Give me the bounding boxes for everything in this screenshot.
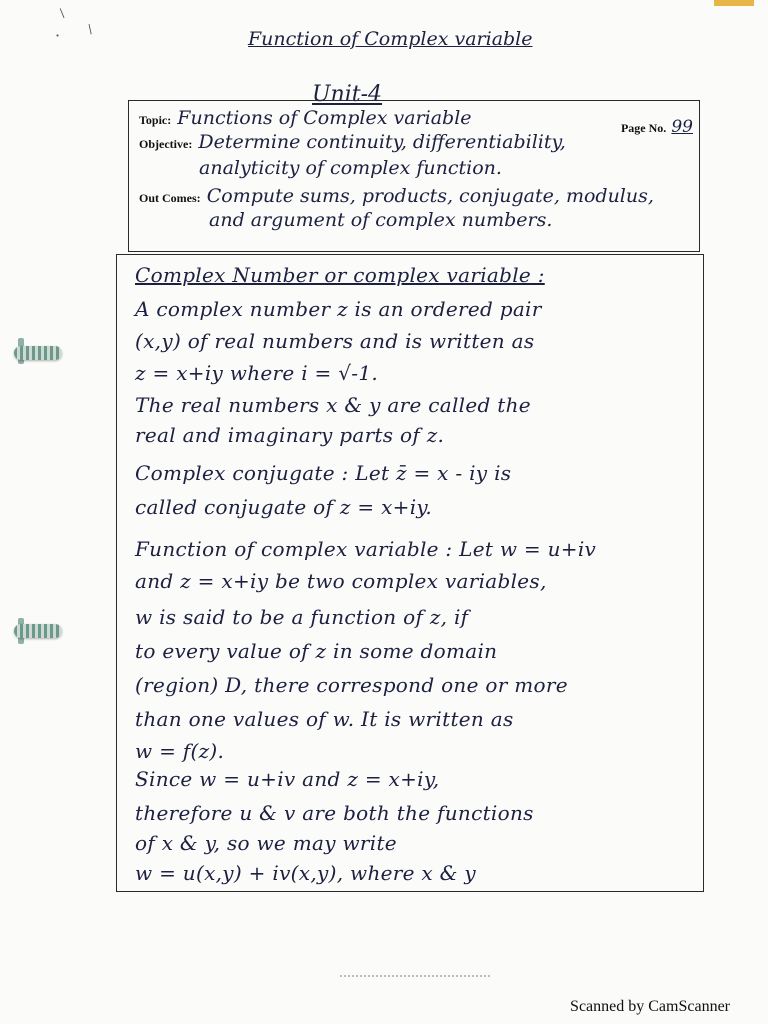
note-line: w is said to be a function of z, if: [135, 605, 469, 629]
notes-box: [116, 254, 704, 892]
topic-field: [139, 107, 472, 129]
outcomes-field: [139, 185, 654, 207]
info-box: [128, 100, 700, 252]
unit-label: Unit-4: [312, 82, 383, 107]
note-line: and z = x+iy be two complex variables,: [135, 569, 547, 593]
note-line: A complex number z is an ordered pair: [135, 297, 542, 321]
outcomes-text-2: and argument of complex numbers.: [209, 209, 553, 231]
objective-text-1: Determine continuity, differentiability,: [198, 131, 566, 153]
page-title: Function of Complex variable: [248, 28, 533, 50]
objective-field: [139, 131, 566, 153]
note-line: therefore u & v are both the functions: [135, 801, 534, 825]
outcomes-text-1: Compute sums, products, conjugate, modulus,: [206, 185, 654, 207]
topic-label: Topic:: [139, 113, 172, 127]
note-line: w = f(z).: [135, 739, 225, 763]
pen-mark: /: [55, 6, 69, 20]
scanner-watermark: Scanned by CamScanner: [570, 998, 730, 1015]
corner-tape: [714, 0, 754, 6]
pen-mark: ·: [55, 26, 61, 45]
note-line: called conjugate of z = x+iy.: [135, 495, 433, 519]
note-line: to every value of z in some domain: [135, 639, 498, 663]
binder-ring-icon: [14, 346, 62, 360]
note-line: (x,y) of real numbers and is written as: [135, 329, 535, 353]
outcomes-label: Out Comes:: [139, 191, 201, 205]
page-number-field: [621, 117, 693, 137]
objective-label: Objective:: [139, 137, 193, 151]
note-line: Since w = u+iv and z = x+iy,: [135, 767, 440, 791]
note-line: The real numbers x & y are called the: [135, 393, 531, 417]
divider: [340, 975, 490, 977]
page-number-label: Page No.: [620, 121, 667, 135]
pen-mark: /: [84, 21, 96, 37]
note-line: w = u(x,y) + iv(x,y), where x & y: [135, 861, 477, 885]
note-line: real and imaginary parts of z.: [135, 423, 445, 447]
binder-ring-icon: [14, 624, 62, 638]
note-line: of x & y, so we may write: [135, 831, 397, 855]
note-line: z = x+iy where i = √-1.: [135, 361, 379, 385]
note-line: Function of complex variable : Let w = u+iv: [135, 537, 597, 561]
note-line: (region) D, there correspond one or more: [135, 673, 568, 697]
note-line: than one values of w. It is written as: [135, 707, 514, 731]
topic-text: Functions of Complex variable: [177, 107, 472, 129]
note-line: Complex conjugate : Let z̄ = x - iy is: [135, 461, 512, 485]
page-number: 99: [671, 117, 693, 137]
objective-text-2: analyticity of complex function.: [199, 157, 502, 179]
section-heading: Complex Number or complex variable :: [135, 263, 545, 287]
